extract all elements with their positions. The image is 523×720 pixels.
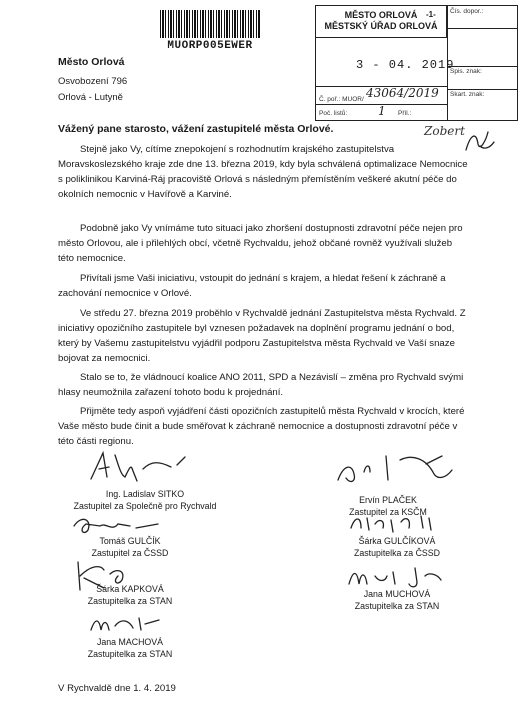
paragraph-1: Stejně jako Vy, cítíme znepokojení s rozhodnutím krajského zastupitelstva Moravskoslezského kraje zde dne 13. března 2019, kdy byla schválená optimalizace Nemocnice s poliklinikou Karviná-Ráj pracoviště Orlová s následným přemístěním veškeré akutní péče do okolních nemocnic v Havířově a Karviné. [58,144,468,200]
stamp-received-date: 3 - 04. 2019 [356,58,455,72]
stamp-ref-no-value: 43064/2019 [366,86,439,100]
signatory-name: Jana MACHOVÁ [97,637,163,647]
signatory-sitko [60,488,230,512]
stamp-sheet-number: -1- [426,10,436,19]
signatory-role: Zastupitel za ČSSD [91,548,169,558]
stamp-label-retention: Skart. znak: [450,91,485,98]
signatory-role: Zastupitelka za STAN [87,649,173,659]
sender-name: Město Orlová [58,56,125,68]
handwritten-note: Zobert [424,124,465,138]
paragraph-4: Ve středu 27. března 2019 proběhlo v Rychvaldě jednání Zastupitelstva města Rychvald. Z iniciativy opozičního zastupitele byl vznesen požadavek na doplnění programu jednání o bod, který by Vašemu zastupitelstvu vyjádřil podporu Zastupitelstva města Rychvald ve Vaší snaze bojovat za nemocnici. [58,308,466,364]
signatory-machova [60,636,200,660]
signature-gulcikova [345,508,445,538]
signatory-name: Ing. Ladislav SITKO [105,489,185,499]
salutation: Vážený pane starosto, vážení zastupitelé města Orlové. [58,123,334,135]
stamp-label-pages: Poč. listů: [319,110,348,117]
registry-stamp [315,5,518,121]
signatory-name: Šárka KAPKOVÁ [96,584,164,594]
signatory-role: Zastupitel za Společně pro Rychvald [73,501,217,511]
signatory-gulcik [60,535,200,559]
barcode-number: MUORP005EWER [167,40,253,52]
stamp-label-file-mark: Spis. znak: [450,68,482,75]
barcode [160,10,260,38]
signatory-role: Zastupitelka za STAN [87,596,173,606]
stamp-office-line2: MĚSTSKÝ ÚŘAD ORLOVÁ [324,21,438,31]
signatory-name: Jana MUCHOVÁ [363,589,431,599]
signatory-muchova [332,588,462,612]
signature-machova [85,610,165,638]
paragraph-6: Přijměte tedy aspoň vyjádření části opozičních zastupitelů města Rychvald v krocích, které Vaše město bude činit a bude směřovat k záchraně nemocnice a dostupnosti zdravotní péče v této části regionu. [58,406,465,447]
stamp-label-ref-no: Č. poř.: MUOR/ [319,96,364,103]
stamp-label-attachments: Příl.: [398,110,412,117]
paragraph-5: Stalo se to, že vládnoucí koalice ANO 2011, SPD a Nezávislí – změna pro Rychvald svými hlasy neumožnila zařazení tohoto bodu k projednání. [58,372,464,398]
signatory-kapkova [60,583,200,607]
sender-city: Orlová - Lutyně [58,92,123,103]
signatory-name: Tomáš GULČÍK [99,536,161,546]
signatory-role: Zastupitelka za ČSSD [353,548,441,558]
signature-sitko [85,447,195,487]
paragraph-2: Podobně jako Vy vnímáme tuto situaci jako zhoršení dostupnosti zdravotní péče nejen pro město Orlovou, ale i přilehlých obcí, včetně Rychvaldu, jehož občané rovněž využívali služeb této nemocnice. [58,223,463,264]
signatory-role: Zastupitel za KSČM [349,507,427,517]
place-and-date: V Rychvaldě dne 1. 4. 2019 [58,683,176,694]
signatory-gulcikova [332,535,462,559]
sender-street: Osvobození 796 [58,76,128,87]
stamp-pages-value: 1 [378,104,386,118]
signatory-name: Šárka GULČÍKOVÁ [358,536,436,546]
signatory-name: Ervín PLAČEK [359,495,417,505]
stamp-label-doc-no: Čís. dopor.: [450,8,484,15]
paragraph-3: Přivítali jsme Vaši iniciativu, vstoupit do jednání s krajem, a hledat řešení k záchraně a zachování nemocnice v Orlové. [58,273,446,299]
signature-placek [330,450,470,490]
signatory-role: Zastupitelka za STAN [354,601,440,611]
stamp-office-line1: MĚSTO ORLOVÁ [344,10,418,20]
